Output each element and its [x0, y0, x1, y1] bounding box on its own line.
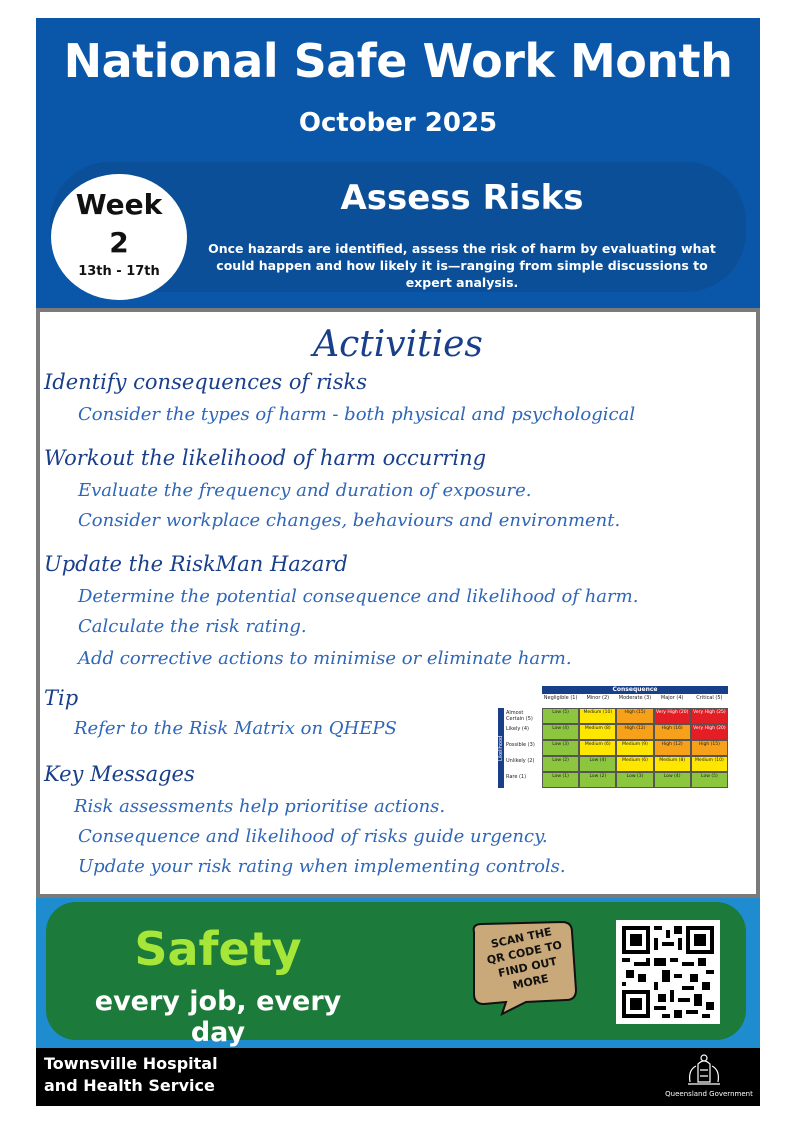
scan-callout: [466, 920, 582, 1016]
section-line: Consider the types of harm - both physical and psychological: [78, 404, 636, 425]
activities-content: [40, 312, 756, 894]
matrix-cell: Low (1): [542, 772, 579, 788]
matrix-column-header: Major (4): [660, 695, 684, 701]
matrix-likelihood-header: Likelihood: [498, 708, 504, 788]
matrix-cell: High (16): [654, 724, 691, 740]
matrix-cell: Very High (20): [654, 708, 691, 724]
matrix-cell: High (15): [691, 740, 728, 756]
section-line: Determine the potential consequence and likelihood of harm.: [78, 586, 639, 607]
matrix-cell: Low (3): [542, 740, 579, 756]
matrix-cell: Low (4): [579, 756, 616, 772]
matrix-consequence-header: Consequence: [542, 686, 728, 694]
matrix-column-header: Minor (2): [586, 695, 610, 701]
section-heading-riskman: Update the RiskMan Hazard: [44, 552, 348, 576]
section-line: Refer to the Risk Matrix on QHEPS: [74, 718, 397, 739]
matrix-cell: Low (2): [579, 772, 616, 788]
matrix-cell: Low (5): [691, 772, 728, 788]
matrix-column-header: Negligible (1): [543, 695, 578, 701]
poster: [36, 18, 760, 1106]
matrix-column-header: Moderate (3): [618, 695, 652, 701]
matrix-row-header: Almost Certain (5): [506, 710, 533, 722]
theme-title: Assess Risks: [340, 178, 584, 218]
matrix-cell: Medium (8): [579, 724, 616, 740]
matrix-cell: Low (4): [542, 724, 579, 740]
scan-callout-text: SCAN THE QR CODE TO FIND OUT MORE: [485, 925, 564, 993]
section-heading-consequences: Identify consequences of risks: [44, 370, 367, 394]
section-line: Consequence and likelihood of risks guide urgency.: [78, 826, 548, 847]
matrix-cell: Low (4): [654, 772, 691, 788]
theme-description: Once hazards are identified, assess the risk of harm by evaluating what could happen and how likely it is—ranging from simple discussions to expert analysis.: [208, 241, 716, 290]
matrix-cell: Medium (10): [691, 756, 728, 772]
activities-panel: [36, 308, 760, 898]
matrix-cell: Low (3): [616, 772, 653, 788]
matrix-cell: Medium (9): [616, 740, 653, 756]
matrix-row-header: Rare (1): [506, 774, 527, 780]
week-badge: [51, 174, 187, 300]
header: [36, 18, 760, 308]
matrix-cell: Low (2): [542, 756, 579, 772]
matrix-cell: Medium (6): [616, 756, 653, 772]
matrix-cell: Medium (6): [579, 740, 616, 756]
matrix-column-header: Critical (5): [696, 695, 723, 701]
government-logo-text: Queensland Government: [665, 1090, 753, 1098]
matrix-cell: Very High (20): [691, 724, 728, 740]
matrix-cell: Very High (25): [691, 708, 728, 724]
page-title: National Safe Work Month: [63, 34, 733, 88]
risk-matrix: [498, 686, 728, 790]
section-line: Risk assessments help prioritise actions.: [74, 796, 446, 817]
section-heading-likelihood: Workout the likelihood of harm occurring: [44, 446, 487, 470]
footer: [36, 1048, 760, 1106]
matrix-cell: Medium (10): [579, 708, 616, 724]
safety-banner-inner: [46, 902, 746, 1048]
matrix-cell: High (12): [654, 740, 691, 756]
org-name-line-2: and Health Service: [44, 1076, 215, 1095]
matrix-cell: Medium (8): [654, 756, 691, 772]
section-line: Calculate the risk rating.: [78, 616, 307, 637]
safety-banner: [36, 898, 760, 1048]
safety-headline: Safety: [134, 922, 302, 976]
org-name-line-1: Townsville Hospital: [44, 1054, 218, 1073]
week-dates: 13th - 17th: [78, 264, 160, 279]
section-line: Evaluate the frequency and duration of exposure.: [78, 480, 532, 501]
section-line: Add corrective actions to minimise or eliminate harm.: [78, 648, 572, 669]
week-label: Week: [75, 188, 163, 221]
qr-code-icon: [622, 926, 714, 1018]
page-subtitle: October 2025: [298, 108, 498, 138]
qr-code[interactable]: [616, 920, 720, 1024]
matrix-cell: Low (5): [542, 708, 579, 724]
section-line: Update your risk rating when implementing controls.: [78, 856, 566, 877]
matrix-row-header: Unlikely (2): [506, 758, 535, 764]
matrix-cell: High (15): [616, 708, 653, 724]
week-number: 2: [109, 226, 129, 259]
safety-tagline: every job, every day: [94, 986, 342, 1048]
section-line: Consider workplace changes, behaviours and environment.: [78, 510, 621, 531]
section-heading-key-messages: Key Messages: [44, 762, 195, 786]
matrix-row-header: Possible (3): [506, 742, 535, 748]
section-heading-tip: Tip: [44, 686, 79, 710]
queensland-crest-icon: [684, 1052, 724, 1086]
matrix-row-header: Likely (4): [506, 726, 529, 732]
matrix-cell: High (12): [616, 724, 653, 740]
activities-title: Activities: [313, 324, 483, 365]
